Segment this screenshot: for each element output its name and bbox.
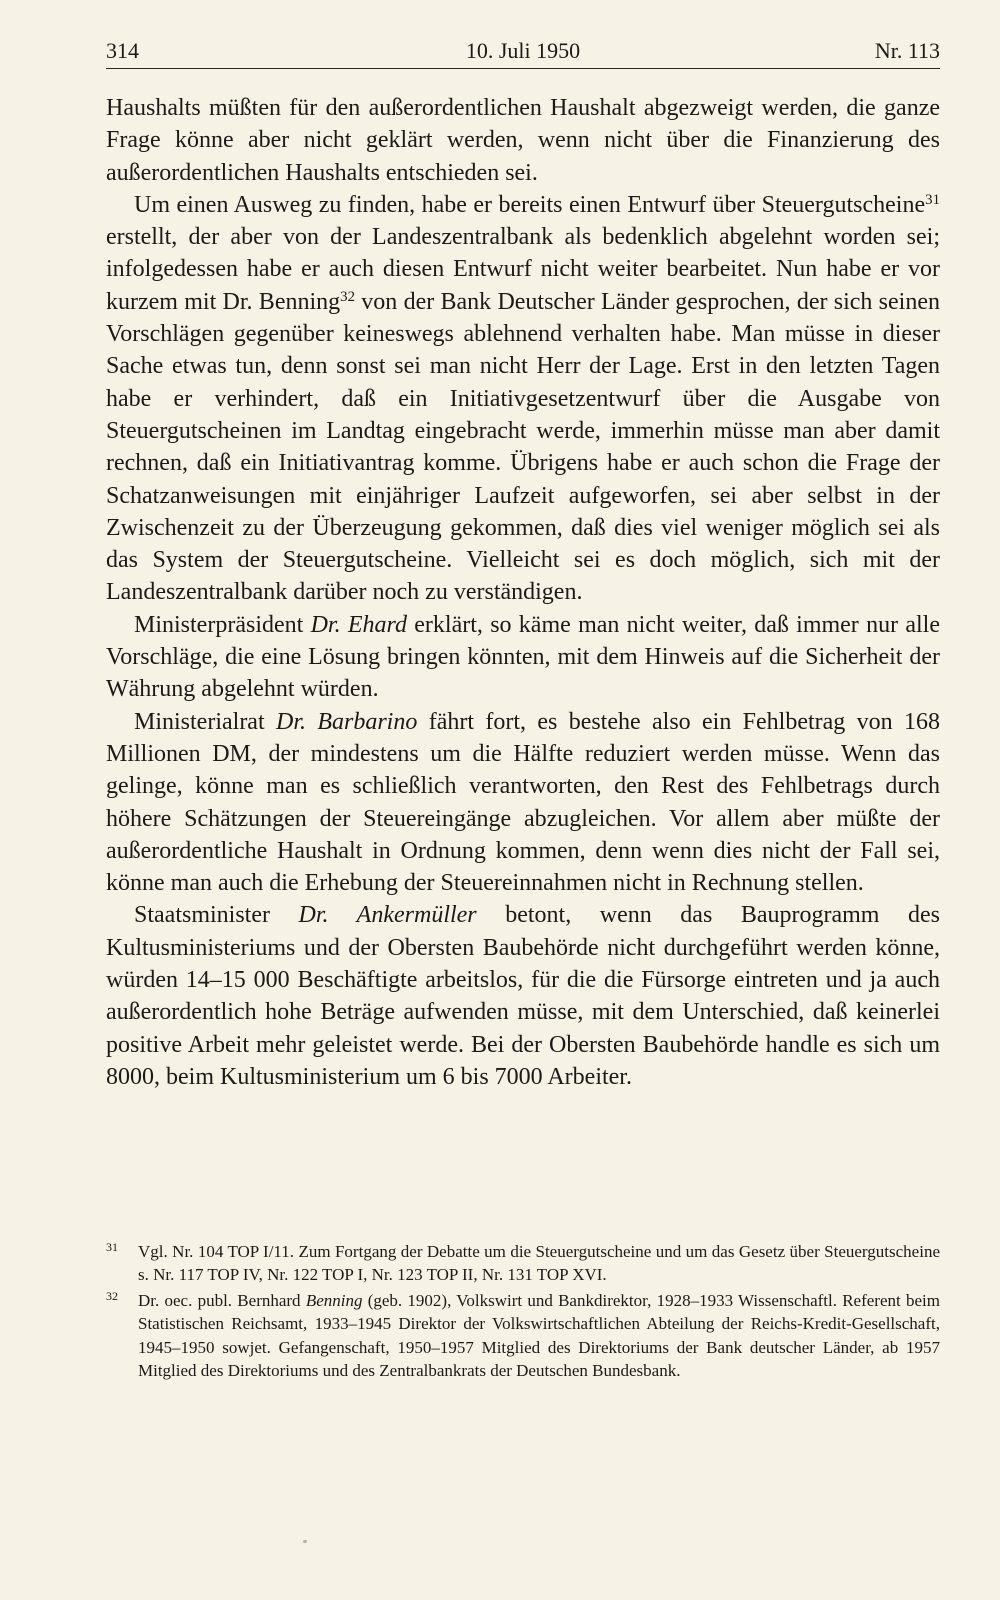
paragraph-4-text-a: Ministerialrat xyxy=(134,708,276,735)
paragraph-4-text-b: fährt fort, es bestehe also ein Fehlbetrag von 168 Millionen DM, der mindestens um die Hälfte reduziert werden müsse. Wenn das gelinge, könne man es schließlich verantworten, den Rest des Fehlbetrags durch höhere Schätzungen der Steuereingänge abzugleichen. Vor allem aber müßte der außerordentliche Haushalt in Ordnung kommen, denn wenn dies nicht der Fall sei, könne man auch die Erhebung der Steuereinnahmen nicht in Rechnung stellen. xyxy=(106,708,940,897)
paragraph-2-text-c: von der Bank Deutscher Länder gesprochen, der sich seinen Vorschlägen gegenüber keineswegs ablehnend verhalten habe. Man müsse in dieser Sache etwas tun, denn sonst sei man nicht Herr der Lage. Erst in den letzten Tagen habe er verhindert, daß ein Initiativgesetzentwurf über die Ausgabe von Steuergutscheinen im Landtag eingebracht werde, immerhin müsse man aber damit rechnen, daß ein Initiativantrag komme. Übrigens habe er auch schon die Frage der Schatzanweisungen mit einjähriger Laufzeit aufgeworfen, sei aber selbst in der Zwischenzeit zu der Überzeugung gekommen, daß dies viel weniger möglich sei als das System der Steuergutscheine. Vielleicht sei es doch möglich, sich mit der Landeszentralbank darüber noch zu verständigen. xyxy=(106,288,940,606)
paper-speck xyxy=(303,1540,307,1543)
speaker-name-barbarino: Dr. Barbarino xyxy=(275,708,418,735)
footnotes xyxy=(106,1240,940,1384)
paragraph-1 xyxy=(106,92,940,189)
speaker-name-ankermueller: Dr. Ankermüller xyxy=(298,902,477,929)
document-number: Nr. 113 xyxy=(874,38,940,63)
paragraph-3 xyxy=(106,609,940,706)
footnote-ref-32[interactable]: 32 xyxy=(340,288,356,305)
paragraph-2 xyxy=(106,189,940,609)
page-number: 314 xyxy=(106,38,139,63)
running-header xyxy=(106,30,940,69)
header-date: 10. Juli 1950 xyxy=(465,38,581,63)
paragraph-4 xyxy=(106,706,940,900)
paragraph-2-text-a: Um einen Ausweg zu finden, habe er bereits einen Entwurf über Steuergutscheine xyxy=(134,191,926,218)
footnote-31 xyxy=(106,1240,940,1287)
paragraph-5 xyxy=(106,899,940,1093)
footnote-32 xyxy=(106,1289,940,1383)
paragraph-5-text-a: Staatsminister xyxy=(134,902,299,929)
paragraph-3-text-b: erklärt, so käme man nicht weiter, daß immer nur alle Vorschläge, die eine Lösung bringen könnten, mit dem Hinweis auf die Sicherheit der Währung abgelehnt würden. xyxy=(106,611,940,703)
paragraph-1-text: Haushalts müßten für den außerordentlichen Haushalt abgezweigt werden, die ganze Frage könne aber nicht geklärt werden, wenn nicht über die Finanzierung des außerordentlichen Haushalts entschieden sei. xyxy=(106,95,940,186)
speaker-name-ehard: Dr. Ehard xyxy=(310,611,407,638)
footnote-text-b: (geb. 1902), Volkswirt und Bankdirektor, 1928–1933 Wissenschaftl. Referent beim Statistischen Reichsamt, 1933–1945 Direktor der Volkswirtschaftlichen Abteilung der Reichs-Kredit-Gesellschaft, 1945–1950 sowjet. Gefangenschaft, 1950–1957 Mitglied des Direktoriums der Bank deutscher Länder, ab 1957 Mitglied des Direktoriums und des Zentralbankrats der Deutschen Bundesbank. xyxy=(138,1290,940,1381)
footnote-number: 32 xyxy=(106,1288,118,1303)
footnote-text: Vgl. Nr. 104 TOP I/11. Zum Fortgang der Debatte um die Steuergutscheine und um das Gesetz über Steuergutscheine s. Nr. 117 TOP IV, Nr. 122 TOP I, Nr. 123 TOP II, Nr. 131 TOP XVI. xyxy=(138,1242,940,1285)
footnote-text-a: Dr. oec. publ. Bernhard xyxy=(138,1290,306,1310)
main-text xyxy=(106,92,940,1093)
paragraph-3-text-a: Ministerpräsident xyxy=(134,611,311,638)
footnote-number: 31 xyxy=(106,1240,118,1254)
paragraph-5-text-b: betont, wenn das Bauprogramm des Kultusministeriums und der Obersten Baubehörde nicht durchgeführt werden könne, würden 14–15 000 Beschäftigte arbeitslos, für die die Fürsorge eintreten und ja auch außerordentlich hohe Beträge aufwenden müsse, mit dem Unterschied, daß keinerlei positive Arbeit mehr geleistet werde. Bei der Obersten Baubehörde handle es sich um 8000, beim Kultusministerium um 6 bis 7000 Arbeiter. xyxy=(106,902,941,1090)
footnote-ref-31[interactable]: 31 xyxy=(925,191,940,208)
footnote-name-benning: Benning xyxy=(305,1290,363,1310)
paragraph-2-text-b: erstellt, der aber von der Landeszentralbank als bedenklich abgelehnt worden sei; infolgedessen habe er auch diesen Entwurf nicht weiter bearbeitet. Nun habe er vor kurzem mit Dr. Benning xyxy=(106,224,940,315)
